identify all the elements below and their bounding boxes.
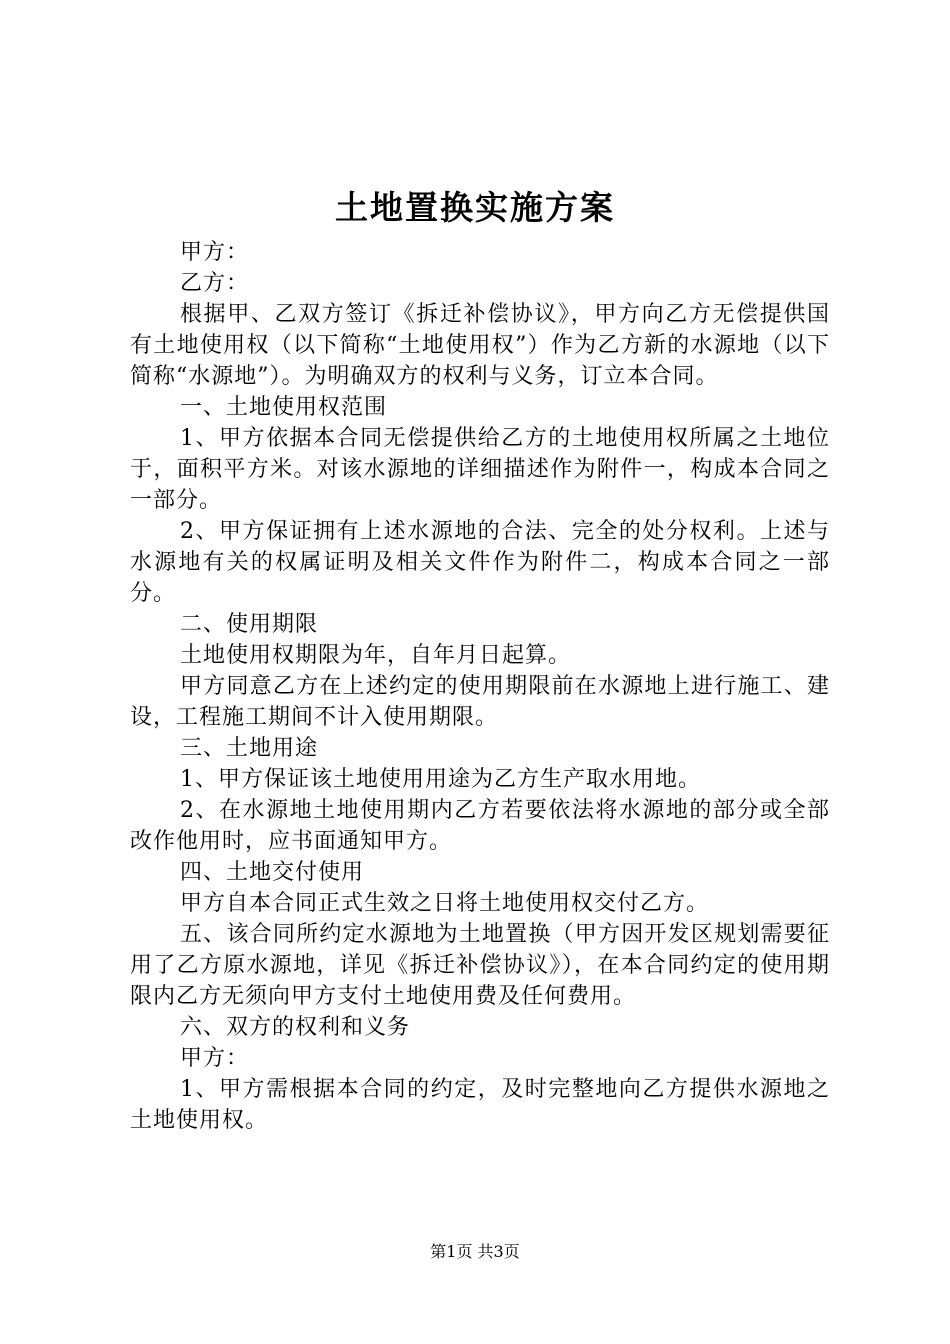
section-heading-6: 六、双方的权利和义务 xyxy=(180,1015,411,1040)
paragraph-2-1: 土地使用权期限为年，自年月日起算。 xyxy=(180,643,572,668)
paragraph-3-1: 1、甲方保证该土地使用用途为乙方生产取水用地。 xyxy=(180,767,701,792)
paragraph-1-2: 2、甲方保证拥有上述水源地的合法、完全的处分权利。上述与水源地有关的权属证明及相关文件作为附件二，构成本合同之一部分。 xyxy=(130,519,830,606)
paragraph-3-2: 2、在水源地土地使用期内乙方若要依法将水源地的部分或全部改作他用时，应书面通知甲方。 xyxy=(130,798,830,854)
paragraph-2-2: 甲方同意乙方在上述约定的使用期限前在水源地上进行施工、建设，工程施工期间不计入使用期限。 xyxy=(130,674,830,730)
section-heading-2: 二、使用期限 xyxy=(180,612,319,637)
document-body xyxy=(130,237,830,1136)
section-heading-1: 一、土地使用权范围 xyxy=(180,395,388,420)
paragraph-party-b: 乙方： xyxy=(180,271,250,296)
paragraph-1-1: 1、甲方依据本合同无偿提供给乙方的土地使用权所属之土地位于，面积平方米。对该水源地的详细描述作为附件一，构成本合同之一部分。 xyxy=(130,426,830,513)
paragraph-preamble: 根据甲、乙双方签订《拆迁补偿协议》，甲方向乙方无偿提供国有土地使用权（以下简称“土地使用权”）作为乙方新的水源地（以下简称“水源地”）。为明确双方的权利与义务，订立本合同。 xyxy=(130,302,830,389)
document-title: 土地置换实施方案 xyxy=(335,188,615,227)
paragraph-5: 五、该合同所约定水源地为土地置换（甲方因开发区规划需要征用了乙方原水源地，详见《拆迁补偿协议》），在本合同约定的使用期限内乙方无须向甲方支付土地使用费及任何费用。 xyxy=(130,922,830,1009)
paragraph-6-1: 1、甲方需根据本合同的约定，及时完整地向乙方提供水源地之土地使用权。 xyxy=(130,1077,830,1133)
section-heading-4: 四、土地交付使用 xyxy=(180,860,365,885)
paragraph-6-party-a: 甲方： xyxy=(180,1046,250,1071)
page-footer: 第1页 共3页 xyxy=(430,1242,520,1261)
section-heading-3: 三、土地用途 xyxy=(180,736,319,761)
paragraph-party-a: 甲方： xyxy=(180,240,250,265)
paragraph-4-1: 甲方自本合同正式生效之日将土地使用权交付乙方。 xyxy=(180,891,710,916)
